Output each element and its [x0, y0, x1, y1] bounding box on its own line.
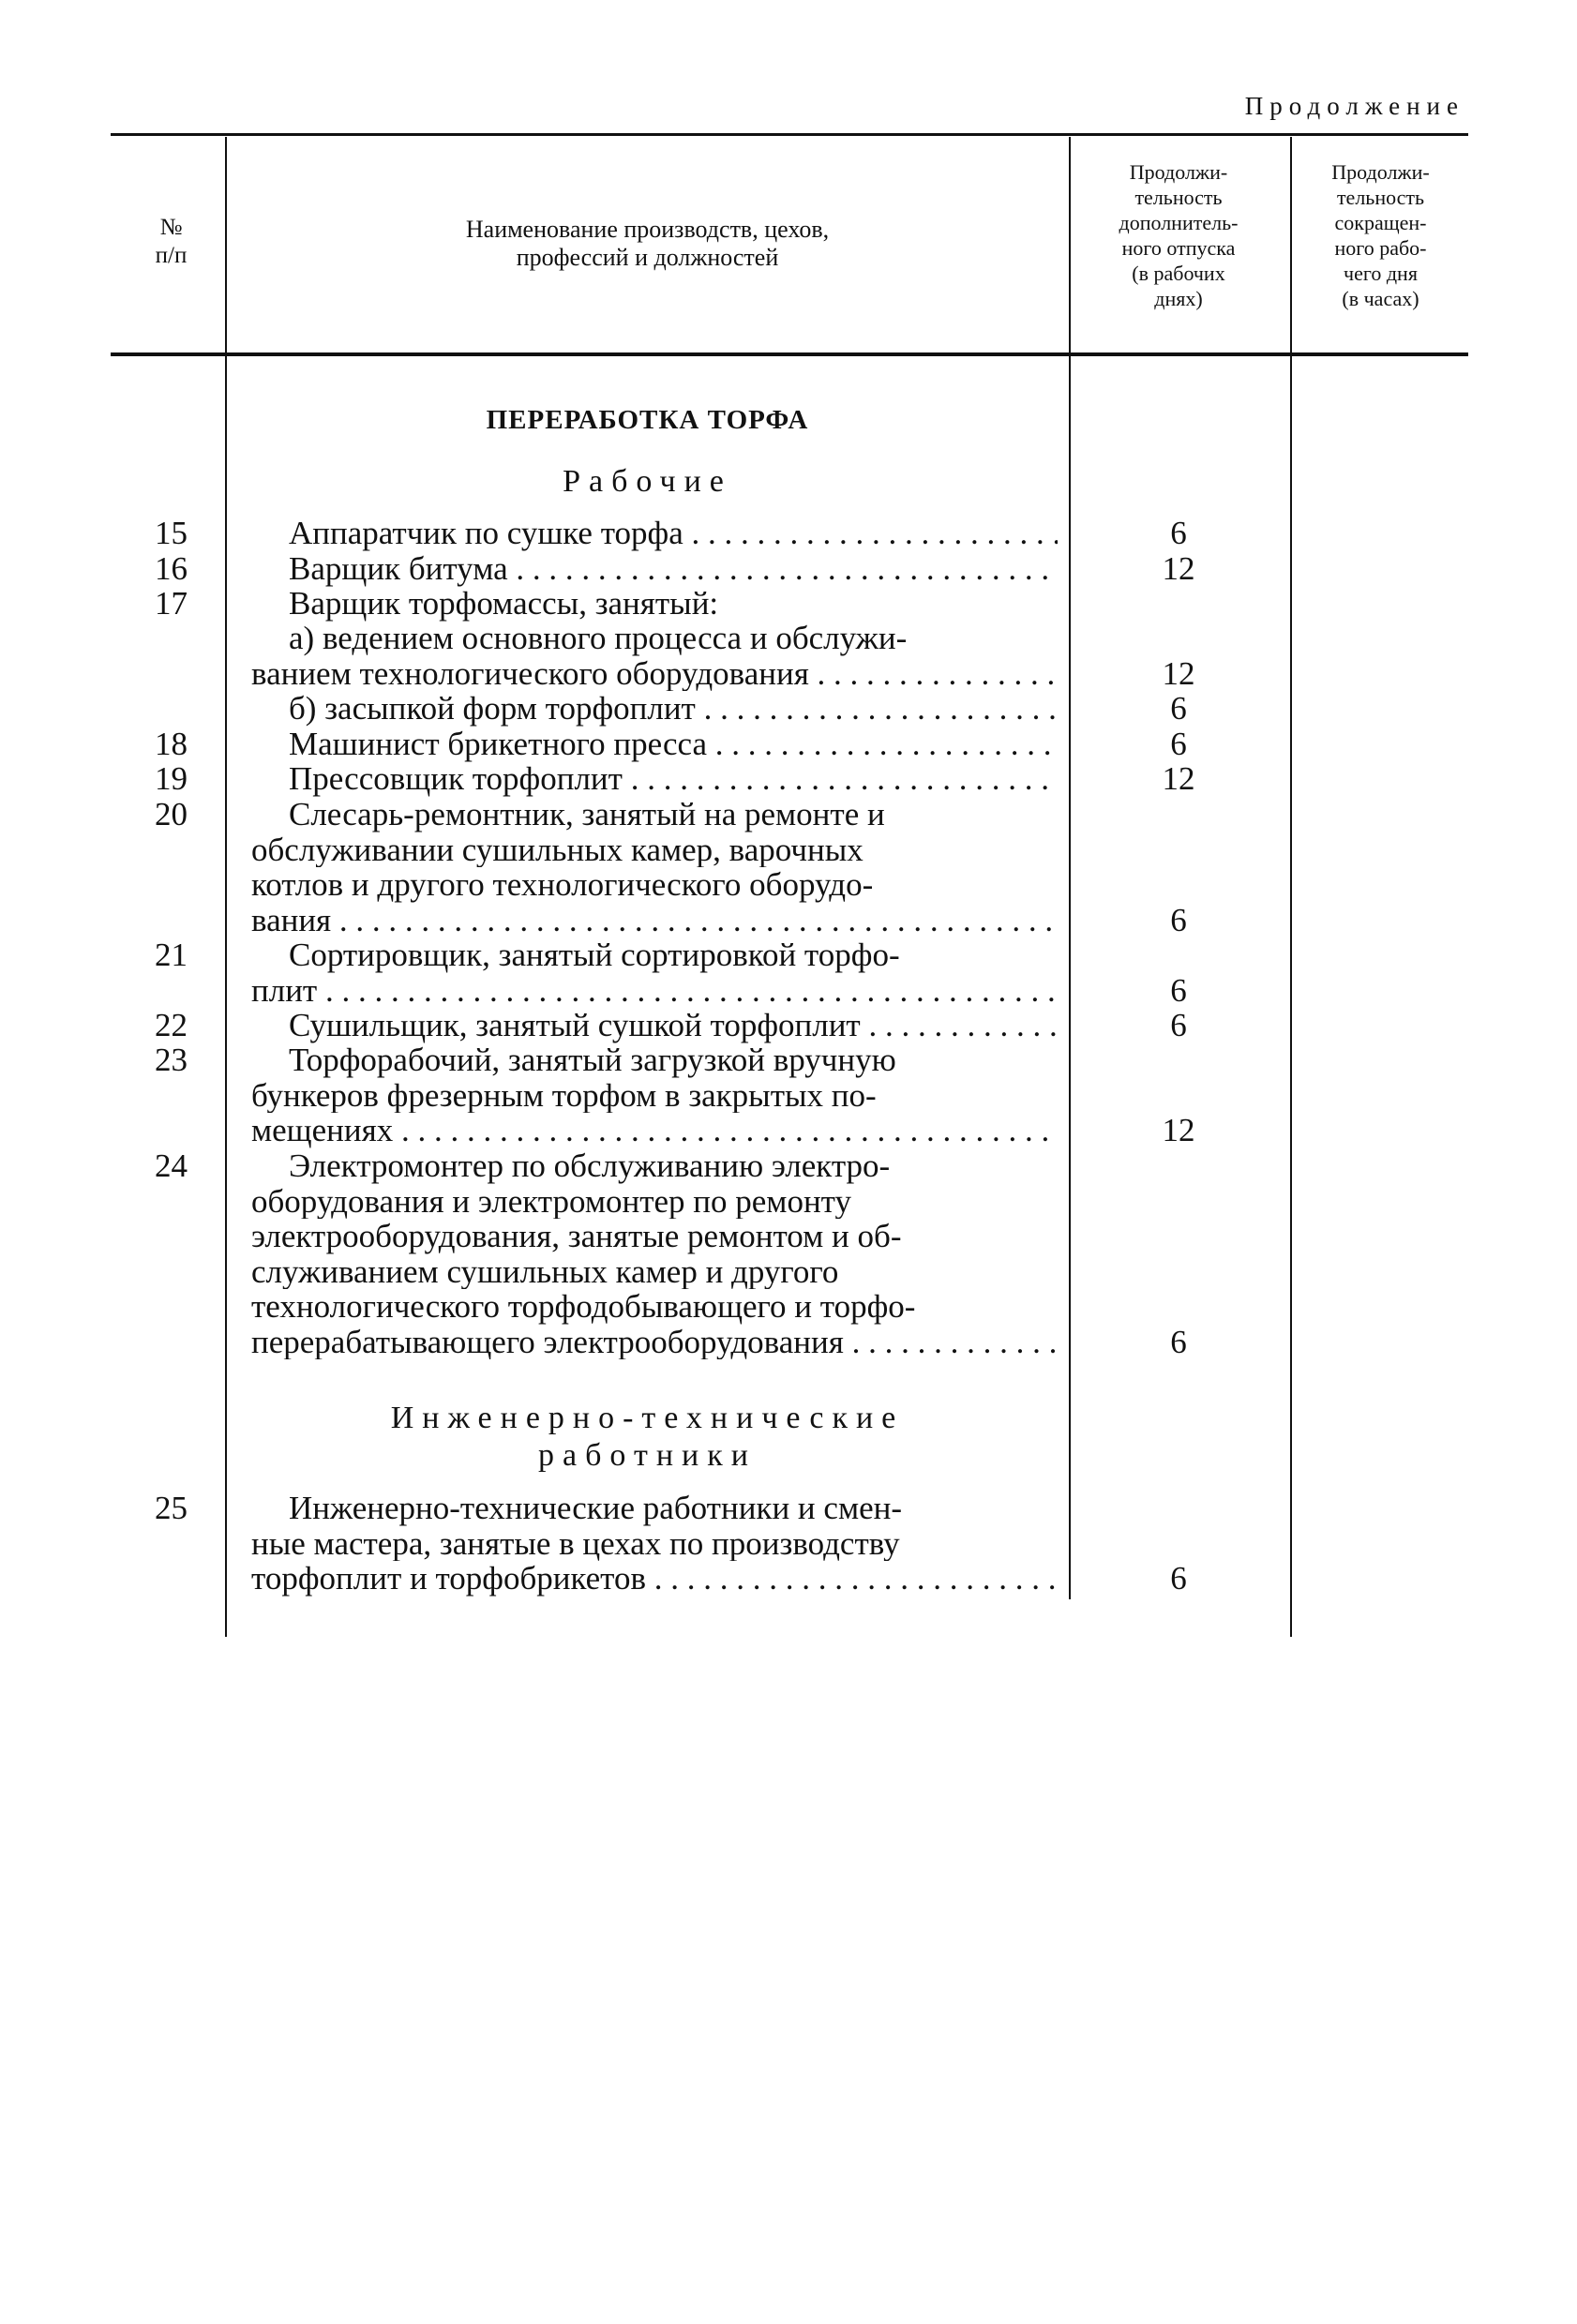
header-name: Наименование производств, цехов, профессий и должностей	[465, 216, 830, 271]
row-number: 23	[155, 1042, 188, 1078]
row-name-line: а) ведением основного процесса и обслужи-	[289, 621, 908, 656]
row-number: 24	[155, 1147, 188, 1184]
row-name-line: Инженерно-технические работники и смен-	[289, 1491, 903, 1526]
row-vacation: 6	[1170, 971, 1187, 1009]
row-vacation: 12	[1162, 760, 1195, 797]
row-name	[251, 1148, 1058, 1359]
row-name-line: оборудования и электромонтер по ремонту	[251, 1183, 852, 1219]
row-name-line: Прессовщик торфоплит . . .	[251, 761, 1058, 797]
row-name-line: ные мастера, занятые в цехах по производству	[251, 1525, 900, 1561]
row-name	[251, 621, 1058, 691]
row-name	[251, 727, 1058, 762]
row-name	[251, 937, 1058, 1008]
row-number: 22	[155, 1007, 188, 1043]
row-vacation: 6	[1170, 1007, 1187, 1043]
row-name-line: перерабатывающего электрооборудования . . .	[251, 1325, 1058, 1360]
column-divider-1	[225, 137, 227, 1637]
header-bottom-rule	[111, 352, 1468, 356]
row-name-line: служиванием сушильных камер и другого	[251, 1253, 839, 1289]
row-number: 25	[155, 1490, 188, 1526]
row-name-line: Варщик торфомассы, занятый:	[289, 586, 719, 622]
row-number: 17	[155, 585, 188, 622]
header-vacation: Продолжи- тельность дополнитель- ного отпуска (в рабочих днях)	[1119, 160, 1239, 310]
row-name	[251, 516, 1058, 551]
row-name	[251, 1491, 1058, 1597]
row-number: 16	[155, 550, 188, 587]
row-name-line: Сушильщик, занятый сушкой торфоплит . . .	[251, 1008, 1058, 1043]
row-name-line: Варщик битума . . .	[251, 551, 1058, 587]
row-name	[251, 691, 1058, 727]
continuation-label: Продолжение	[1244, 92, 1464, 120]
row-name	[251, 761, 1058, 797]
row-number: 21	[155, 937, 188, 973]
header-shortened-day: Продолжи- тельность сокращен- ного рабо- чего дня (в часах)	[1331, 160, 1430, 310]
row-name-line: Сортировщик, занятый сортировкой торфо-	[289, 937, 900, 973]
row-number: 15	[155, 515, 188, 551]
row-name-line: б) засыпкой форм торфоплит . . .	[251, 691, 1058, 727]
row-name-line: ванием технологического оборудования . . .	[251, 656, 1058, 692]
header-number: № п/п	[155, 215, 188, 268]
column-divider-2	[1069, 137, 1071, 1599]
row-number: 18	[155, 726, 188, 762]
row-name	[251, 586, 1058, 622]
row-name-line: Машинист брикетного пресса . . .	[251, 727, 1058, 762]
row-number: 19	[155, 760, 188, 797]
row-vacation: 6	[1170, 515, 1187, 551]
row-name-line: торфоплит и торфобрикетов . . .	[251, 1561, 1058, 1597]
row-name-line: обслуживании сушильных камер, варочных	[251, 832, 864, 867]
row-name-line: Аппаратчик по сушке торфа . . .	[251, 516, 1058, 551]
row-name-line: котлов и другого технологического оборудо-	[251, 867, 874, 903]
row-vacation: 12	[1162, 654, 1195, 692]
section-title: ПЕРЕРАБОТКА ТОРФА	[486, 405, 809, 435]
row-name	[251, 797, 1058, 937]
row-name-line: технологического торфодобывающего и торфо-	[251, 1289, 916, 1325]
row-name-line: Торфорабочий, занятый загрузкой вручную	[289, 1042, 896, 1078]
row-vacation: 6	[1170, 901, 1187, 938]
row-name-line: электрооборудования, занятые ремонтом и об-	[251, 1219, 902, 1254]
row-name	[251, 1008, 1058, 1043]
row-vacation: 6	[1170, 726, 1187, 762]
row-name	[251, 1042, 1058, 1148]
row-name-line: Электромонтер по обслуживанию электро-	[289, 1148, 891, 1184]
row-vacation: 6	[1170, 1323, 1187, 1360]
row-vacation: 6	[1170, 690, 1187, 727]
table-top-rule	[111, 133, 1468, 136]
subsection-engineers: Инженерно-технические работники	[390, 1401, 905, 1473]
row-name-line: бункеров фрезерным торфом в закрытых по-	[251, 1077, 877, 1113]
subsection-workers: Рабочие	[563, 464, 732, 499]
row-number: 20	[155, 796, 188, 832]
row-name-line: мещениях . . .	[251, 1113, 1058, 1148]
row-vacation: 6	[1170, 1560, 1187, 1597]
row-name-line: плит . . .	[251, 973, 1058, 1009]
row-vacation: 12	[1162, 550, 1195, 587]
row-name-line: вания . . .	[251, 903, 1058, 938]
row-name	[251, 551, 1058, 587]
column-divider-3	[1290, 137, 1292, 1637]
row-name-line: Слесарь-ремонтник, занятый на ремонте и	[289, 797, 885, 832]
row-vacation: 12	[1162, 1112, 1195, 1148]
